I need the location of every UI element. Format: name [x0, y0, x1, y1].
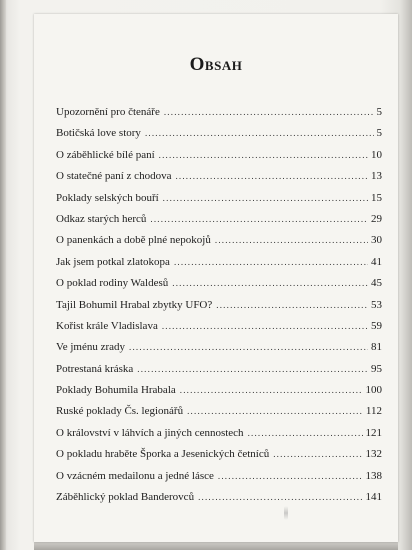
toc-entry-title: Jak jsem potkal zlatokopa — [56, 255, 170, 268]
toc-entry — [56, 320, 382, 341]
toc-entry-page: 41 — [371, 255, 382, 268]
toc-entry-title: O poklad rodiny Waldesů — [56, 277, 169, 290]
toc-entry-title: Záběhlický poklad Banderovců — [56, 491, 195, 504]
toc-entry — [56, 277, 382, 298]
dot-leader — [172, 278, 368, 288]
toc-entry — [56, 384, 382, 405]
toc-entry — [56, 448, 382, 469]
toc-entry-page: 15 — [371, 191, 382, 204]
dot-leader — [218, 471, 363, 481]
toc-entry — [56, 127, 382, 148]
page-title: Obsah — [189, 54, 243, 75]
toc-entry-page: 132 — [365, 448, 382, 461]
toc-entry-title: Botičská love story — [56, 127, 141, 140]
dot-leader — [150, 214, 368, 224]
toc-entry-page: 59 — [371, 319, 382, 332]
toc-entry-page: 53 — [371, 298, 382, 311]
dot-leader — [187, 406, 363, 416]
toc-entry-page: 45 — [371, 277, 382, 290]
toc-entry-page: 121 — [365, 426, 382, 439]
dot-leader — [145, 128, 374, 138]
toc-entry-page: 5 — [376, 106, 382, 118]
book-page — [34, 14, 398, 542]
toc-entry-title: O panenkách a době plné nepokojů — [56, 234, 211, 247]
toc-entry-title: Odkaz starých herců — [56, 212, 147, 225]
dot-leader — [216, 300, 368, 310]
toc-entry — [56, 341, 382, 362]
paper-smudge — [284, 506, 288, 520]
toc-entry-title: O pokladu hraběte Šporka a Jesenických četníců — [56, 448, 270, 461]
dot-leader — [137, 364, 368, 374]
dot-leader — [248, 428, 363, 438]
toc-entry-title: O záběhlické bílé paní — [56, 148, 155, 161]
toc-entry-title: O vzácném medailonu a jedné lásce — [56, 469, 214, 482]
toc-entry-title: Kořist krále Vladislava — [56, 319, 158, 332]
toc-entry-page: 138 — [365, 469, 382, 482]
toc-entry-title: Poklady Bohumila Hrabala — [56, 384, 176, 397]
toc-entry-title: O statečné paní z chodova — [56, 170, 172, 183]
dot-leader — [174, 257, 368, 267]
dot-leader — [129, 342, 368, 352]
toc-entry — [56, 106, 382, 127]
dot-leader — [180, 385, 363, 395]
toc-entry-title: Ve jménu zrady — [56, 341, 126, 354]
toc-entry-page: 100 — [365, 384, 382, 397]
toc-entry — [56, 192, 382, 213]
table-of-contents — [56, 106, 382, 512]
toc-entry — [56, 149, 382, 170]
dot-leader — [175, 171, 368, 181]
toc-entry-title: O království v láhvích a jiných cennostech — [56, 426, 244, 439]
book-spine-edge — [0, 0, 6, 550]
dot-leader — [215, 235, 368, 245]
toc-entry-title: Poklady selských bouří — [56, 191, 159, 204]
dot-leader — [273, 449, 362, 459]
dot-leader — [164, 107, 374, 117]
toc-entry-title: Ruské poklady Čs. legionářů — [56, 405, 184, 418]
toc-entry-page: 29 — [371, 212, 382, 225]
dot-leader — [198, 492, 362, 502]
toc-entry-page: 141 — [365, 491, 382, 504]
toc-entry-page: 10 — [371, 148, 382, 161]
dot-leader — [159, 150, 368, 160]
toc-entry — [56, 170, 382, 191]
toc-entry-title: Tajil Bohumil Hrabal zbytky UFO? — [56, 298, 213, 311]
toc-entry — [56, 256, 382, 277]
toc-entry-page: 30 — [371, 234, 382, 247]
toc-entry — [56, 405, 382, 426]
dot-leader — [162, 321, 368, 331]
toc-entry-title: Potrestaná kráska — [56, 362, 134, 375]
toc-entry — [56, 470, 382, 491]
toc-entry — [56, 363, 382, 384]
toc-entry — [56, 213, 382, 234]
dot-leader — [163, 193, 368, 203]
toc-entry — [56, 491, 382, 512]
toc-entry — [56, 299, 382, 320]
toc-entry-page: 5 — [376, 127, 382, 140]
toc-entry-page: 81 — [371, 341, 382, 354]
toc-entry — [56, 427, 382, 448]
toc-entry-page: 95 — [371, 362, 382, 375]
toc-entry-title: Upozornění pro čtenáře — [56, 106, 160, 118]
toc-entry-page: 13 — [371, 170, 382, 183]
toc-entry-page: 112 — [365, 405, 382, 418]
toc-entry — [56, 234, 382, 255]
